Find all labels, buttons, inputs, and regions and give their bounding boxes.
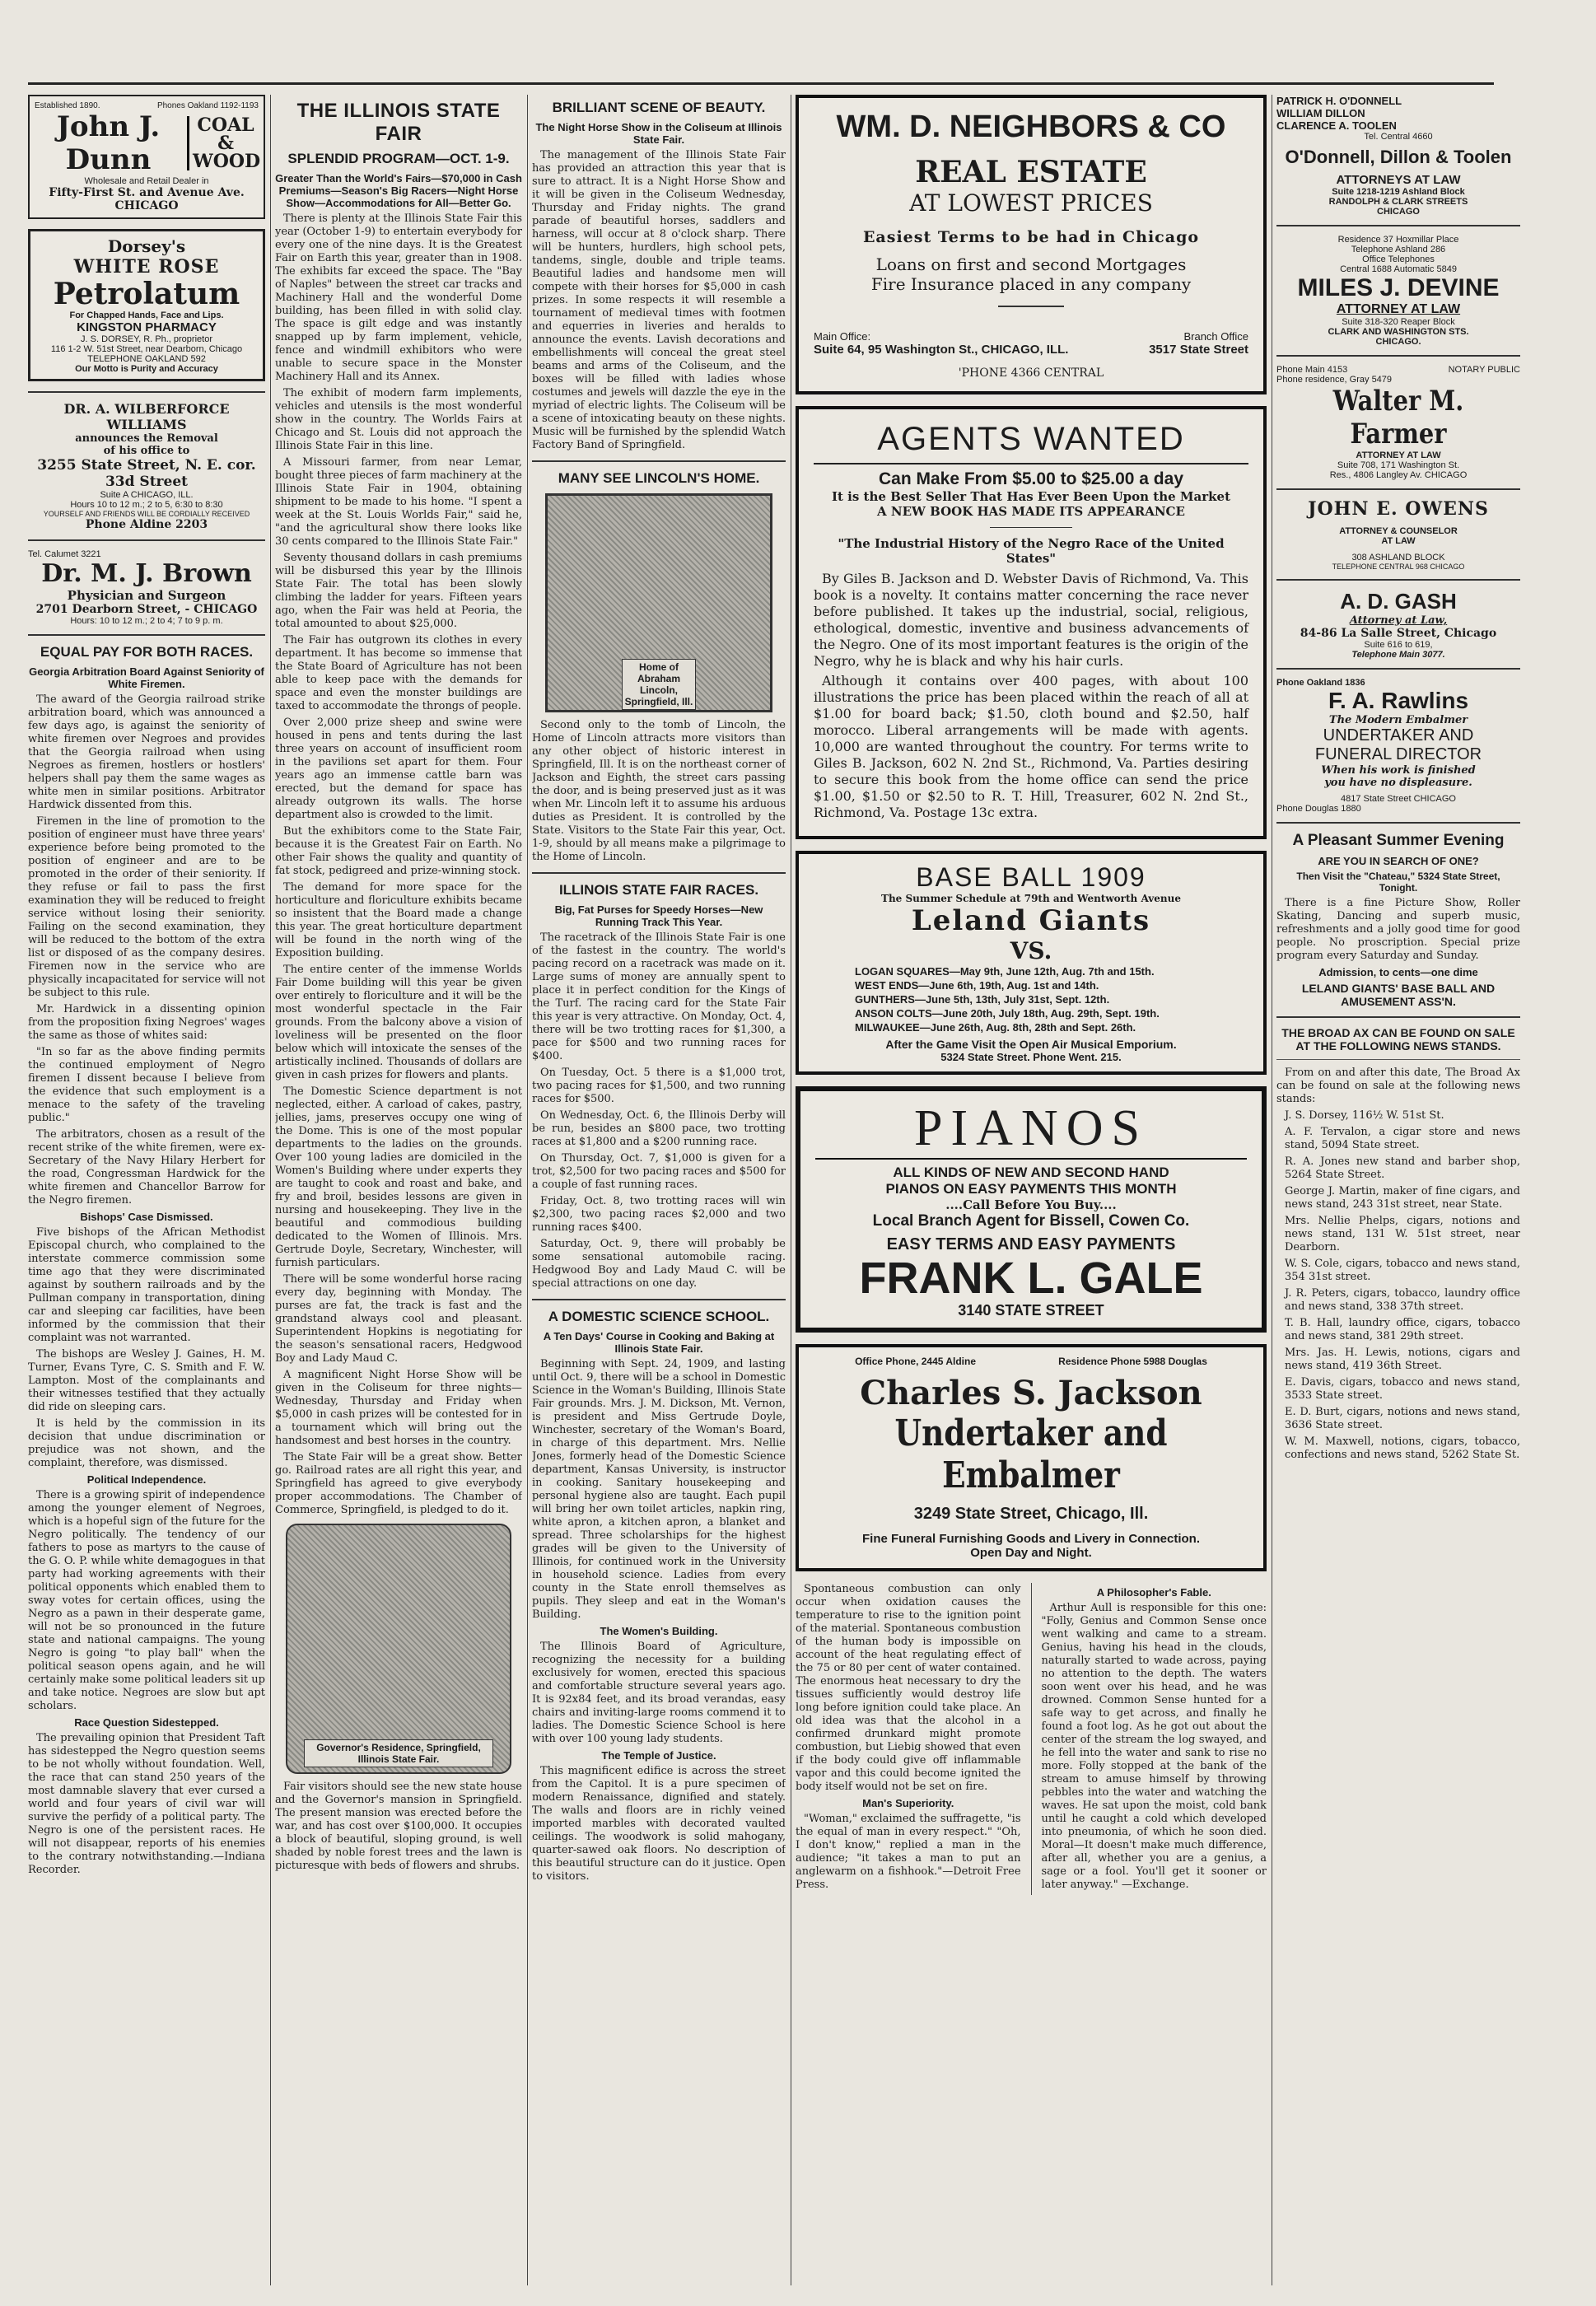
- agents-book: "The Industrial History of the Negro Race of the United States": [838, 536, 1225, 566]
- dunn-city: CHICAGO: [114, 199, 179, 212]
- fair-deck: Greater Than the World's Fairs—$70,000 in Cash Premiums—Season's Big Racers—Night Horse Show—Accommodations for All—Better Go.: [275, 172, 522, 209]
- neighbors-title: REAL ESTATE: [915, 155, 1147, 189]
- man-sub: Man's Superiority.: [862, 1797, 954, 1809]
- neighbors-name: WM. D. NEIGHBORS & CO: [836, 110, 1226, 144]
- agents-p1: By Giles B. Jackson and D. Webster Davis of Richmond, Va. This book is a novelty. It contains matter concerning the race never before published. It takes up the industrial, social, religious, ethological, domestic, inventive and business advancements of the Negro. One of its most important features is the origin of the Negro, why he is black and why his hair curls.: [814, 571, 1248, 669]
- gash-name: A. D. GASH: [1340, 589, 1457, 614]
- summer-adm: Admission, to cents—one dime: [1318, 966, 1478, 978]
- fair-p11: There will be some wonderful horse racing every day, beginning with Monday. The purses are fat, the track is fast and the grandstand always cool and pleasant. Superintendent Hopkins is negotiating for the season's sensational racers, Hedgwood Boy and Lady Maud C.: [275, 1273, 522, 1365]
- bishops-p2: The bishops are Wesley J. Gaines, H. M. Turner, Evans Tyre, C. S. Smith and F. W. Lampton. Most of the complainants and their witnesses testified that they actually did ride on sleeping cars.: [28, 1348, 265, 1413]
- jackson-name: Charles S. Jackson: [860, 1374, 1202, 1412]
- owens-ad: [1276, 498, 1520, 571]
- baseball-after: After the Game Visit the Open Air Musical Emporium.: [885, 1038, 1177, 1051]
- farmer-name: Walter M. Farmer: [1332, 385, 1464, 450]
- fair-p2: The exhibit of modern farm implements, vehicles and utensils is the most wonderful show in the country. The Worlds Fairs at Chicago and St. Louis did not approach the Illinois State Fair in this line.: [275, 387, 522, 452]
- equal-p5: The arbitrators, chosen as a result of the recent strike of the white firemen, were ex-Secretary of the Navy Hilary Herbert for the road, Congressman Hardwick for the white firemen and Chancellor Barrow for the Negro firemen.: [28, 1128, 265, 1207]
- news-stand: T. B. Hall, laundry office, cigars, tobacco and news stand, 381 29th street.: [1285, 1317, 1520, 1342]
- neighbors-main-addr: Suite 64, 95 Washington St., CHICAGO, ILL.: [814, 343, 1069, 357]
- news-stand: A. F. Tervalon, a cigar store and news stand, 5094 State street.: [1285, 1126, 1520, 1151]
- column-rule: [270, 95, 271, 2285]
- jackson-ad: [796, 1344, 1267, 1571]
- column-rule: [527, 95, 528, 2285]
- odonnell-title: ATTORNEYS AT LAW: [1336, 173, 1461, 187]
- lincoln-p1: Second only to the tomb of Lincoln, the Home of Lincoln attracts more visitors than any other object of historic interest in Springfield, Ill. It is on the northeast corner of Jackson and Eighth, the street cars passing the door, and is being preserved just as it was when Mr. Lincoln left it to assume his arduous duties as President. It is controlled by the State. Visitors to the State Fair this year, Oct. 1-9, should by all means make a pilgrimage to the Home of Lincoln.: [532, 719, 786, 863]
- rawlins-m2: you have no displeasure.: [1324, 777, 1472, 789]
- williams-addr: 3255 State Street, N. E. cor. 33d Street: [37, 457, 256, 490]
- lincoln-caption-box: [622, 659, 696, 710]
- news-stand: Mrs. Jas. H. Lewis, notions, cigars and news stand, 419 36th Street.: [1285, 1347, 1520, 1372]
- lincoln-home-image: [545, 493, 772, 712]
- neighbors-ad: [796, 95, 1267, 394]
- dunn-ad: [28, 95, 265, 219]
- women-p1: The Illinois Board of Agriculture, recognizing the necessity for a building exclusively for women, erected this spacious and comfortable structure several years ago. It is 92x84 feet, and its broad verandas, easy chairs and inviting-large rooms commend it to ladies. The Domestic Science School is here with over 100 young lady students.: [532, 1641, 786, 1745]
- jackson-res-phone: Residence Phone 5988 Douglas: [1058, 1356, 1207, 1367]
- odonnell-tel: Tel. Central 4660: [1364, 132, 1433, 142]
- fair-head: THE ILLINOIS STATE FAIR: [296, 100, 501, 145]
- dorsey-prop: J. S. DORSEY, R. Ph., proprietor: [81, 334, 212, 344]
- bishops-p3: It is held by the commission in its decision that undue discrimination or prejudice was not shown, and the complaint, therefore, was dismissed.: [28, 1417, 265, 1469]
- baseball-game-5: MILWAUKEE—June 26th, Aug. 8th, 28th and Sept. 26th.: [855, 1021, 1136, 1034]
- rawlins-title: The Modern Embalmer: [1328, 714, 1468, 726]
- brown-addr: 2701 Dearborn Street, - CHICAGO: [35, 603, 258, 616]
- fair-p7: But the exhibitors come to the State Fair, because it is the Greatest Fair on Earth. No other Fair shows the quality and quantity of fat stock, pedigreed and prize-winning stock.: [275, 825, 522, 877]
- brown-tel: Tel. Calumet 3221: [28, 549, 101, 559]
- dorsey-product: Petrolatum: [53, 277, 240, 311]
- agents-new: A NEW BOOK HAS MADE ITS APPEARANCE: [877, 504, 1185, 519]
- women-sub: The Women's Building.: [600, 1625, 718, 1637]
- agents-seller: It is the Best Seller That Has Ever Been Upon the Market: [832, 489, 1230, 504]
- farmer-resaddr: Res., 4806 Langley Av. CHICAGO: [1329, 470, 1468, 480]
- devine-ad: [1276, 235, 1520, 347]
- baseball-ad: [796, 851, 1267, 1075]
- farmer-title: ATTORNEY AT LAW: [1356, 450, 1441, 460]
- fair-p5: The Fair has outgrown its clothes in every department. It has become so immense that the State Board of Agriculture has not been able to keep pace with the demands for space and even the monster buildings are taxed to accommodate the throngs of people.: [275, 634, 522, 712]
- fair-p13: The State Fair will be a great show. Better go. Railroad rates are all right this year, and Springfield has agreed to give everybody proper accommodations. The Chamber of Commerce, Springfield, is pledged to do it.: [275, 1451, 522, 1516]
- devine-tel3: Central 1688 Automatic 5849: [1340, 264, 1457, 274]
- farmer-notary: NOTARY PUBLIC: [1448, 365, 1520, 375]
- owens-title: ATTORNEY & COUNSELOR: [1339, 526, 1458, 536]
- dorsey-use: For Chapped Hands, Face and Lips.: [69, 310, 224, 320]
- equal-p4: "In so far as the above finding permits the continued employment of Negro firemen I dissent because I believe from the evidence that such employment is a menace to the safety of the traveling public.": [28, 1046, 265, 1124]
- neighbors-terms: Easiest Terms to be had in Chicago: [862, 228, 1200, 246]
- rawlins-ud: UNDERTAKER AND: [1323, 726, 1474, 745]
- fable-sub: A Philosopher's Fable.: [1096, 1586, 1211, 1599]
- governor-residence-image: [286, 1524, 511, 1774]
- rawlins-ad: [1276, 678, 1520, 814]
- dorsey-shop: KINGSTON PHARMACY: [77, 320, 217, 334]
- williams-hours: Hours 10 to 12 m.; 2 to 5, 6:30 to 8:30: [70, 500, 223, 510]
- rawlins-addr: 4817 State Street CHICAGO: [1340, 794, 1456, 804]
- farmer-res: Phone residence, Gray 5479: [1276, 375, 1393, 385]
- pianos-agent: Local Branch Agent for Bissell, Cowen Co.: [872, 1212, 1190, 1230]
- brown-hours: Hours: 10 to 12 m.; 2 to 4; 7 to 9 p. m.: [70, 616, 223, 626]
- summer-p: There is a fine Picture Show, Roller Skating, Dancing and superb music, refreshments and a jolly good time for good people. No proscription. Special prize program every Saturday and Sunday.: [1276, 897, 1520, 962]
- baseball-addr: 5324 State Street. Phone Went. 215.: [940, 1051, 1122, 1063]
- pianos-kinds: ALL KINDS OF NEW AND SECOND HAND: [893, 1165, 1169, 1180]
- equal-p3: Mr. Hardwick in a dissenting opinion from the proposition fixing Negroes' wages the same as those of whites said:: [28, 1003, 265, 1042]
- domestic-p1: Beginning with Sept. 24, 1909, and lasting until Oct. 9, there will be a school in Domestic Science in the Woman's Building, Illinois State Fair grounds. Mrs. J. M. Dickson, Mt. Vernon, is president and Miss Gertrude Doyle, Winchester, secretary of the Woman's Board, in charge of this department. Mrs. Nellie Jones, formerly head of the Domestic Science department, Kansas University, is instructor in cooking. Sanitary housekeeping and personal hygiene also are taught. Each pupil will bring her own toilet articles, napkin ring, white apron, a kitchen apron, a blanket and spread. Three scholarships for the highest grades will be given to the University of Illinois, for continued work in the University in household science. Ladies from every county in the State enroll themselves as pupils. They sleep and eat in the Woman's Building.: [532, 1358, 786, 1621]
- devine-res: Residence 37 Hoxmillar Place: [1337, 235, 1459, 245]
- dunn-sub: Wholesale and Retail Dealer in: [84, 176, 209, 186]
- race-sub: Race Question Sidestepped.: [74, 1716, 219, 1729]
- odonnell-firm: O'Donnell, Dillon & Toolen: [1285, 147, 1512, 167]
- neighbors-phone: 'PHONE 4366 CENTRAL: [958, 366, 1104, 380]
- dorsey-brand: WHITE ROSE: [73, 256, 220, 278]
- lincoln-caption-1: Home of: [639, 661, 679, 673]
- summer-q: ARE YOU IN SEARCH OF ONE?: [1318, 855, 1479, 867]
- dorsey-tel: TELEPHONE OAKLAND 592: [87, 354, 206, 364]
- baseball-game-4: ANSON COLTS—June 20th, July 18th, Aug. 29th, Sept. 19th.: [855, 1007, 1160, 1020]
- domestic-head: A DOMESTIC SCIENCE SCHOOL.: [548, 1309, 770, 1324]
- farmer-ad: [1276, 365, 1520, 480]
- scene-p1: The management of the Illinois State Fair has provided an attraction this year that is sure to attract. It is a Night Horse Show and it will be given in the Coliseum Wednesday, Thursday and Friday nights. The grand parade of beautiful horses, saddlers and harness, will occur at 8 o'clock sharp. There will be hunters, hurdlers, high school pets, tandems, single, double and triple teams. Beautiful ladies and handsome men will compete with their horses for $5,000 in cash prizes. In some respects it will resemble a tournament of medieval times with footmen and equerries in liveries and heralds to announce the events. Lavish decorations and embellishments will conceal the great steel beams and arms of the Coliseum, and the boxes will be filled with ladies whose costumes and jewels will dazzle the eye in the myriad of electric lights. The Coliseum will be a scene of intoxicating beauty on these nights. Music will be furnished by the splendid Watch Factory Band of Springfield.: [532, 149, 786, 451]
- pianos-name: FRANK L. GALE: [859, 1253, 1203, 1303]
- fair-subhead: SPLENDID PROGRAM—OCT. 1-9.: [287, 151, 510, 166]
- scene-deck: The Night Horse Show in the Coliseum at Illinois State Fair.: [535, 121, 782, 146]
- race-p1: The prevailing opinion that President Taft has sidestepped the Negro question seems to be not wholly without foundation. Well, the race that can stand 250 years of the most damnable slavery that ever cursed a world and four years of civil war will survive the perfidy of a political party. The Negro is one of the persistent races. He will not disappear, reports of his enemies to the contrary notwithstanding.—Indiana Recorder.: [28, 1732, 265, 1876]
- column-3: [532, 95, 786, 1887]
- pianos-ad: [796, 1086, 1267, 1333]
- pianos-easy: PIANOS ON EASY PAYMENTS THIS MONTH: [885, 1181, 1177, 1197]
- news-stand-list: [1276, 1109, 1520, 1462]
- jackson-addr: 3249 State Street, Chicago, Ill.: [913, 1505, 1149, 1523]
- news-stand: E. Davis, cigars, tobacco and news stand, 3533 State street.: [1285, 1376, 1520, 1402]
- races-head: ILLINOIS STATE FAIR RACES.: [558, 882, 759, 898]
- rawlins-name: F. A. Rawlins: [1328, 688, 1469, 713]
- devine-city: CHICAGO.: [1375, 337, 1421, 347]
- agents-make: Can Make From $5.00 to $25.00 a day: [878, 469, 1183, 488]
- dorsey-ad: [28, 229, 265, 381]
- broad-intro: From on and after this date, The Broad Ax can be found on sale at the following news stands:: [1276, 1067, 1520, 1105]
- bishops-sub: Bishops' Case Dismissed.: [80, 1211, 213, 1223]
- pianos-call: ....Call Before You Buy....: [945, 1197, 1117, 1212]
- pianos-terms: EASY TERMS AND EASY PAYMENTS: [886, 1235, 1176, 1253]
- column-5: [1276, 95, 1520, 1465]
- races-p5: Friday, Oct. 8, two trotting races will win $2,300, two pacing races $2,000 and two running races $400.: [532, 1195, 786, 1234]
- owens-name: JOHN E. OWENS: [1308, 498, 1489, 520]
- odonnell-n2: WILLIAM DILLON: [1276, 107, 1365, 119]
- baseball-team: Leland Giants: [911, 904, 1151, 937]
- dorsey-motto: Our Motto is Purity and Accuracy: [75, 364, 218, 374]
- neighbors-branch-label: Branch Office: [1183, 330, 1248, 343]
- broad-head: THE BROAD AX CAN BE FOUND ON SALE AT THE FOLLOWING NEWS STANDS.: [1281, 1026, 1515, 1053]
- williams-note: YOURSELF AND FRIENDS WILL BE CORDIALLY RECEIVED: [43, 510, 250, 518]
- column-1: [28, 95, 265, 1880]
- devine-tel1: Telephone Ashland 286: [1351, 245, 1446, 254]
- summer-leland: LELAND GIANTS' BASE BALL AND AMUSEMENT ASS'N.: [1301, 982, 1496, 1008]
- jackson-title: Undertaker and Embalmer: [894, 1412, 1168, 1496]
- brown-name: Dr. M. J. Brown: [41, 559, 252, 588]
- devine-name: MILES J. DEVINE: [1297, 274, 1500, 301]
- baseball-game-3: GUNTHERS—June 5th, 13th, July 31st, Sept. 12th.: [855, 993, 1110, 1006]
- agents-p2: Although it contains over 400 pages, with about 100 illustrations the price has been placed within the reach of all at $1.00 for board back; $1.50, cloth bound and $2.50, half morocco. Liberal arrangements will be made with agents. 10,000 are wanted throughout the country. For terms write to Giles B. Jackson, 602 N. 2nd St., Richmond, Va. Parties desiring to secure this book from the home office can send the price $1.00, $1.50 or $2.50 to R. T. Hill, Treasurer, 602 N. 2nd St., Richmond, Va. Postage 13c extra.: [814, 673, 1248, 820]
- spontaneous-p: Spontaneous combustion can only occur when oxidation causes the temperature to rise to the ignition point of the material. Spontaneous combustion of the human body is impossible on account of the heat regulating effect of the 75 or 80 per cent of water contained. The enormous heat necessary to dry the tissues sufficiently would destroy life long before ignition could take place. An old idea was that the alcohol in a confirmed drunkard might promote combustion, but Liebig showed that even if the body could give off inflammable vapor and this could become ignited the body itself would not be set on fire.: [796, 1583, 1021, 1793]
- races-p6: Saturday, Oct. 9, there will probably be some sensational automobile racing. Hedgwood Boy and Lady Maud C. will be special attractions on one day.: [532, 1238, 786, 1290]
- williams-suite: Suite A CHICAGO, ILL.: [100, 490, 194, 500]
- williams-line2: of his office to: [103, 445, 190, 457]
- lincoln-caption-2: Abraham Lincoln,: [637, 673, 680, 696]
- fair-p14: Fair visitors should see the new state house and the Governor's mansion in Springfield. The present mansion was erected before the war, and has cost over $100,000. It occupies a block of beautiful, sloping ground, is well shaded by noble forest trees and the lawn is picturesque with beds of flowers and shrubs.: [275, 1781, 522, 1872]
- temple-p1: This magnificent edifice is across the street from the Capitol. It is a pure specimen of modern Renaissance, dignified and stately. The walls and floors are in richly veined imported marbles with decorated vaulted ceilings. The woodwork is solid mahogany, quarter-sawed oak floors. No description of this beautiful structure can do it justice. Open to visitors.: [532, 1765, 786, 1883]
- neighbors-loans: Loans on first and second Mortgages: [875, 254, 1187, 274]
- news-stand: R. A. Jones new stand and barber shop, 5264 State Street.: [1285, 1155, 1520, 1181]
- farmer-phone: Phone Main 4153: [1276, 365, 1348, 375]
- dunn-phone: Phones Oakland 1192-1193: [156, 101, 259, 110]
- scene-head: BRILLIANT SCENE OF BEAUTY.: [552, 100, 766, 115]
- fair-p1: There is plenty at the Illinois State Fair this year (October 1-9) to entertain everybody for every one of the nine days. It is the Greatest Fair on Earth this year, greater than in 1908. The exhibits far exceed the space. The "Bay of Naples" between the street car tracks and Machinery Hall and the wonderful Dome building, has been filled in with solid clay. The space is gilt edge and was instantly snapped up by farm implement, vehicle, fence and windmill exhibitors who were unable to secure space in the Monster Machinery Hall and its Annex.: [275, 212, 522, 383]
- williams-phone: Phone Aldine 2203: [85, 518, 208, 531]
- bishops-p1: Five bishops of the African Methodist Episcopal church, who complained to the interstate commerce commission some time ago that they were discriminated against by southern railroads and by the Pullman company in transportation, dining car and sleeping car facilities, have been informed by the commission that their complaint was not warranted.: [28, 1226, 265, 1344]
- equal-p2: Firemen in the line of promotion to the position of engineer must have three years' experience before being promoted to the position of engineer and are to be promoted in the order of their seniority. If they refuse or fail to pass the first examination they will be reduced to freight service without losing their seniority. Failing on the second examination, they will be reduced to the bottom of the extra list or disposed of as the company desires. Firemen now in the service who are physically incapacitated for service will not be subject to this rule.: [28, 815, 265, 999]
- news-stand: E. D. Burt, cigars, notions and news stand, 3636 State street.: [1285, 1406, 1520, 1431]
- agents-ad: [796, 406, 1267, 839]
- gash-title: Attorney at Law,: [1349, 614, 1448, 627]
- odonnell-suite: Suite 1218-1219 Ashland Block: [1332, 187, 1465, 197]
- fair-p6: Over 2,000 prize sheep and swine were housed in pens and tents during the last three years on account of insufficient room in the pavilions set apart for them. Four years ago an immense cattle barn was erected, but the demand for space has already outgrown its walls. The horse department also is crowded to the limit.: [275, 717, 522, 821]
- williams-name: DR. A. WILBERFORCE WILLIAMS: [63, 401, 230, 432]
- devine-title: ATTORNEY AT LAW: [1336, 302, 1461, 316]
- rawlins-ph2: Phone Douglas 1880: [1276, 804, 1361, 814]
- fair-p12: A magnificent Night Horse Show will be given in the Coliseum for three nights—Wednesday, Thursday and Friday when $5,000 in cash prizes will be contested for in a tournament which will bring out the handsomest and best horses in the country.: [275, 1369, 522, 1447]
- odonnell-n3: CLARENCE A. TOOLEN: [1276, 119, 1397, 132]
- temple-sub: The Temple of Justice.: [601, 1749, 716, 1762]
- pianos-head: PIANOS: [815, 1099, 1247, 1160]
- fair-p10: The Domestic Science department is not neglected, either. A carload of cakes, pastry, jellies, jams, preserves occupy one wing of the Dome. This is one of the most popular departments to the ladies on the grounds. Over 100 young ladies are domiciled in the Women's Building where under experts they are taught to cook and roast and bake, and fry and broil, besides lessons are given in nursing and housekeeping. They live in the beautiful and commodious building dedicated to the Women of Illinois. Mrs. Gertrude Doyle, Secretary, Winchester, will furnish particulars.: [275, 1085, 522, 1269]
- owens-title2: AT LAW: [1381, 536, 1416, 546]
- rawlins-fd: FUNERAL DIRECTOR: [1314, 745, 1482, 763]
- williams-line1: announces the Removal: [75, 432, 218, 445]
- gash-ad: [1276, 589, 1520, 660]
- fair-p9: The entire center of the immense Worlds Fair Dome building will this year be given over entirely to floriculture and it will be the most wonderful spectacle in the Fair grounds. From the balcony above a vision of loveliness will be presented on the floor below which will intoxicate the senses of the artistically inclined. Thousands of dollars are given in cash prizes for flowers and plants.: [275, 964, 522, 1081]
- lincoln-caption-3: Springfield, Ill.: [624, 696, 693, 707]
- equal-head: EQUAL PAY FOR BOTH RACES.: [40, 644, 254, 660]
- gash-addr: 84-86 La Salle Street, Chicago: [1300, 627, 1497, 640]
- gash-suite: Suite 616 to 619,: [1364, 640, 1433, 650]
- brown-ad: [28, 549, 265, 626]
- summer-head: A Pleasant Summer Evening: [1292, 832, 1505, 849]
- summer-visit: Then Visit the "Chateau," 5324 State Street, Tonight.: [1296, 871, 1500, 894]
- neighbors-main-label: Main Office:: [814, 330, 871, 343]
- owens-block: 308 ASHLAND BLOCK: [1351, 553, 1445, 562]
- races-deck: Big, Fat Purses for Speedy Horses—New Running Track This Year.: [554, 903, 763, 928]
- lincoln-head: MANY SEE LINCOLN'S HOME.: [558, 470, 760, 486]
- baseball-game-2: WEST ENDS—June 6th, 19th, Aug. 1st and 14th.: [855, 979, 1099, 992]
- fair-p3: A Missouri farmer, from near Lemar, bought three pieces of farm machinery at the Illinois State Fair in 1904, obtaining shipment to be made to his home. "I spent a week at the St. Louis Worlds Fair," said he, "and the agricultural show there looks like 30 cents compared to the Illinois State Fair.": [275, 456, 522, 548]
- domestic-deck: A Ten Days' Course in Cooking and Baking at Illinois State Fair.: [543, 1330, 775, 1355]
- news-stand: W. S. Cole, cigars, tobacco and news stand, 354 31st street.: [1285, 1258, 1520, 1283]
- political-p1: There is a growing spirit of independence among the younger element of Negroes, which is a hopeful sign of the future for the Negro politically. The tendency of our fathers to pose as martyrs to the cause of the G. O. P. while white demagogues in that party had working agreements with their political opponents which enabled them to sway votes for certain offices, using the Negro as a pawn in their desperate game, will not be so pronounced in the future state and national campaigns. The young Negro is going "to play ball" when the political season opens again, and he will certainly make some political leaders sit up and take notice. Negroes are slow but apt scholars.: [28, 1489, 265, 1712]
- dorsey-addr: 116 1-2 W. 51st Street, near Dearborn, Chicago: [50, 344, 243, 354]
- news-stand: J. S. Dorsey, 116½ W. 51st St.: [1285, 1109, 1444, 1122]
- neighbors-fire: Fire Insurance placed in any company: [870, 274, 1192, 294]
- owens-tel: TELEPHONE CENTRAL 968 CHICAGO: [1332, 562, 1465, 571]
- rawlins-m1: When his work is finished: [1321, 764, 1476, 777]
- neighbors-branch-addr: 3517 State Street: [1149, 343, 1248, 357]
- farmer-suite: Suite 708, 171 Washington St.: [1337, 460, 1460, 470]
- fair-p4: Seventy thousand dollars in cash premiums will be disbursed this year by the Illinois State Fair. The total has been slowly climbing the ladder for years. Fifteen years ago, when the Fair was held at Peoria, the total amounted to about $25,000.: [275, 552, 522, 630]
- equal-sub: Georgia Arbitration Board Against Seniority of White Firemen.: [29, 665, 264, 690]
- fair-p8: The demand for more space for the horticulture and floriculture exhibits became so insistent that the Board made a change this year. The great horticulture department will be found in the north wing of the Exposition building.: [275, 881, 522, 959]
- races-p4: On Thursday, Oct. 7, $1,000 is given for a trot, $2,500 for two pacing races and $500 for a couple of fast running races.: [532, 1152, 786, 1191]
- fable-p: Arthur Aull is responsible for this one: "Folly, Genius and Common Sense once went walking and came to a stream. Genius, having his head in the clouds, naturally started to wade across, paying no attention to the depth. The waters soon went over his head, and he was drowned. Common Sense hunted for a safe way to get across, and finally he found a foot log. As he got out about the center of the stream the log swayed, and he fell into the water and sank to rise no more. Folly stopped at the bank of the stream to amuse himself by throwing pebbles into the water and watching the waves. He sat upon the moist, cold bank until he caught a cold which developed into pneumonia, of which he soon died. Moral—It doesn't make much difference, after all, whether you are a genius, a sage or a fool. You'll get it sooner or later anyway." —Exchange.: [1041, 1602, 1267, 1891]
- races-p3: On Wednesday, Oct. 6, the Illinois Derby will be run, besides an $800 pace, two trotting races at $1,800 and a $200 running race.: [532, 1109, 786, 1148]
- dunn-est: Established 1890.: [35, 101, 100, 110]
- jackson-fine: Fine Funeral Furnishing Goods and Livery in Connection. Open Day and Night.: [861, 1532, 1201, 1560]
- williams-ad: [28, 401, 265, 531]
- jackson-office-phone: Office Phone, 2445 Aldine: [855, 1356, 977, 1367]
- rawlins-phone: Phone Oakland 1836: [1276, 678, 1365, 688]
- agents-head: AGENTS WANTED: [877, 421, 1185, 457]
- equal-p1: The award of the Georgia railroad strike arbitration board, which was announced a few days ago, is against the seniority of white firemen over Negroes and provides that the Georgia railroad when using Negroes as firemen, hostlers or hostlers' helpers shall pay them the same wages as white men in similar positions. Arbitrator Hardwick dissented from this.: [28, 693, 265, 811]
- odonnell-corner: RANDOLPH & CLARK STREETS: [1328, 197, 1468, 207]
- column-2: [275, 95, 522, 1876]
- dunn-goods: COAL & WOOD: [187, 116, 259, 170]
- devine-corner: CLARK AND WASHINGTON STS.: [1328, 327, 1469, 337]
- races-p1: The racetrack of the Illinois State Fair is one of the fastest in the country. The world's pacing record on a racetrack was made on it. Large sums of money are annually spent to place it in perfect condition for the Kings of the Turf. The racing card for the State Fair this year is very attractive. On Monday, Oct. 4, there will be two trotting races for $1,300, a pace for $500 and two running races for $400.: [532, 931, 786, 1062]
- odonnell-n1: PATRICK H. O'DONNELL: [1276, 95, 1402, 107]
- man-p: "Woman," exclaimed the suffragette, "is the equal of man in every respect." "Oh, I don't know," replied a man in the audience; "it takes a man to put an anglewarm on a fishhook."—Detroit Free Press.: [796, 1813, 1021, 1891]
- gash-tel: Telephone Main 3077.: [1351, 650, 1445, 660]
- pianos-addr: 3140 STATE STREET: [958, 1302, 1104, 1319]
- baseball-game-1: LOGAN SQUARES—May 9th, June 12th, Aug. 7th and 15th.: [855, 965, 1155, 978]
- governor-residence-caption: Governor's Residence, Springfield, Illinois State Fair.: [304, 1739, 493, 1767]
- devine-tel2: Office Telephones: [1362, 254, 1435, 264]
- baseball-sched: The Summer Schedule at 79th and Wentworth Avenue: [881, 893, 1181, 904]
- odonnell-city: CHICAGO: [1377, 207, 1420, 217]
- odonnell-ad: [1276, 95, 1520, 217]
- races-p2: On Tuesday, Oct. 5 there is a $1,000 trot, two pacing races for $1,500, and two running races for $500.: [532, 1067, 786, 1105]
- dunn-addr: Fifty-First St. and Avenue Ave.: [49, 186, 245, 199]
- news-stand: J. R. Peters, cigars, tobacco, laundry office and news stand, 338 37th street.: [1285, 1287, 1520, 1313]
- news-stand: George J. Martin, maker of fine cigars, and news stand, 243 31st street, near State.: [1285, 1185, 1520, 1211]
- newspaper-page: [28, 82, 1520, 2300]
- brown-title: Physician and Surgeon: [67, 588, 226, 603]
- political-sub: Political Independence.: [86, 1473, 207, 1486]
- column-4: [796, 95, 1267, 1895]
- devine-suite: Suite 318-320 Reaper Block: [1342, 317, 1455, 327]
- baseball-head: BASE BALL 1909: [916, 862, 1146, 892]
- dorsey-title: Dorsey's: [107, 236, 186, 256]
- news-stand: Mrs. Nellie Phelps, cigars, notions and news stand, 131 W. 51st street, near Dearborn.: [1285, 1215, 1520, 1253]
- baseball-vs: VS.: [1010, 937, 1052, 964]
- news-stand: W. M. Maxwell, notions, cigars, tobacco, confections and news stand, 5262 State St.: [1285, 1435, 1520, 1461]
- dunn-name: John J. Dunn: [56, 110, 161, 176]
- neighbors-price: AT LOWEST PRICES: [909, 189, 1153, 217]
